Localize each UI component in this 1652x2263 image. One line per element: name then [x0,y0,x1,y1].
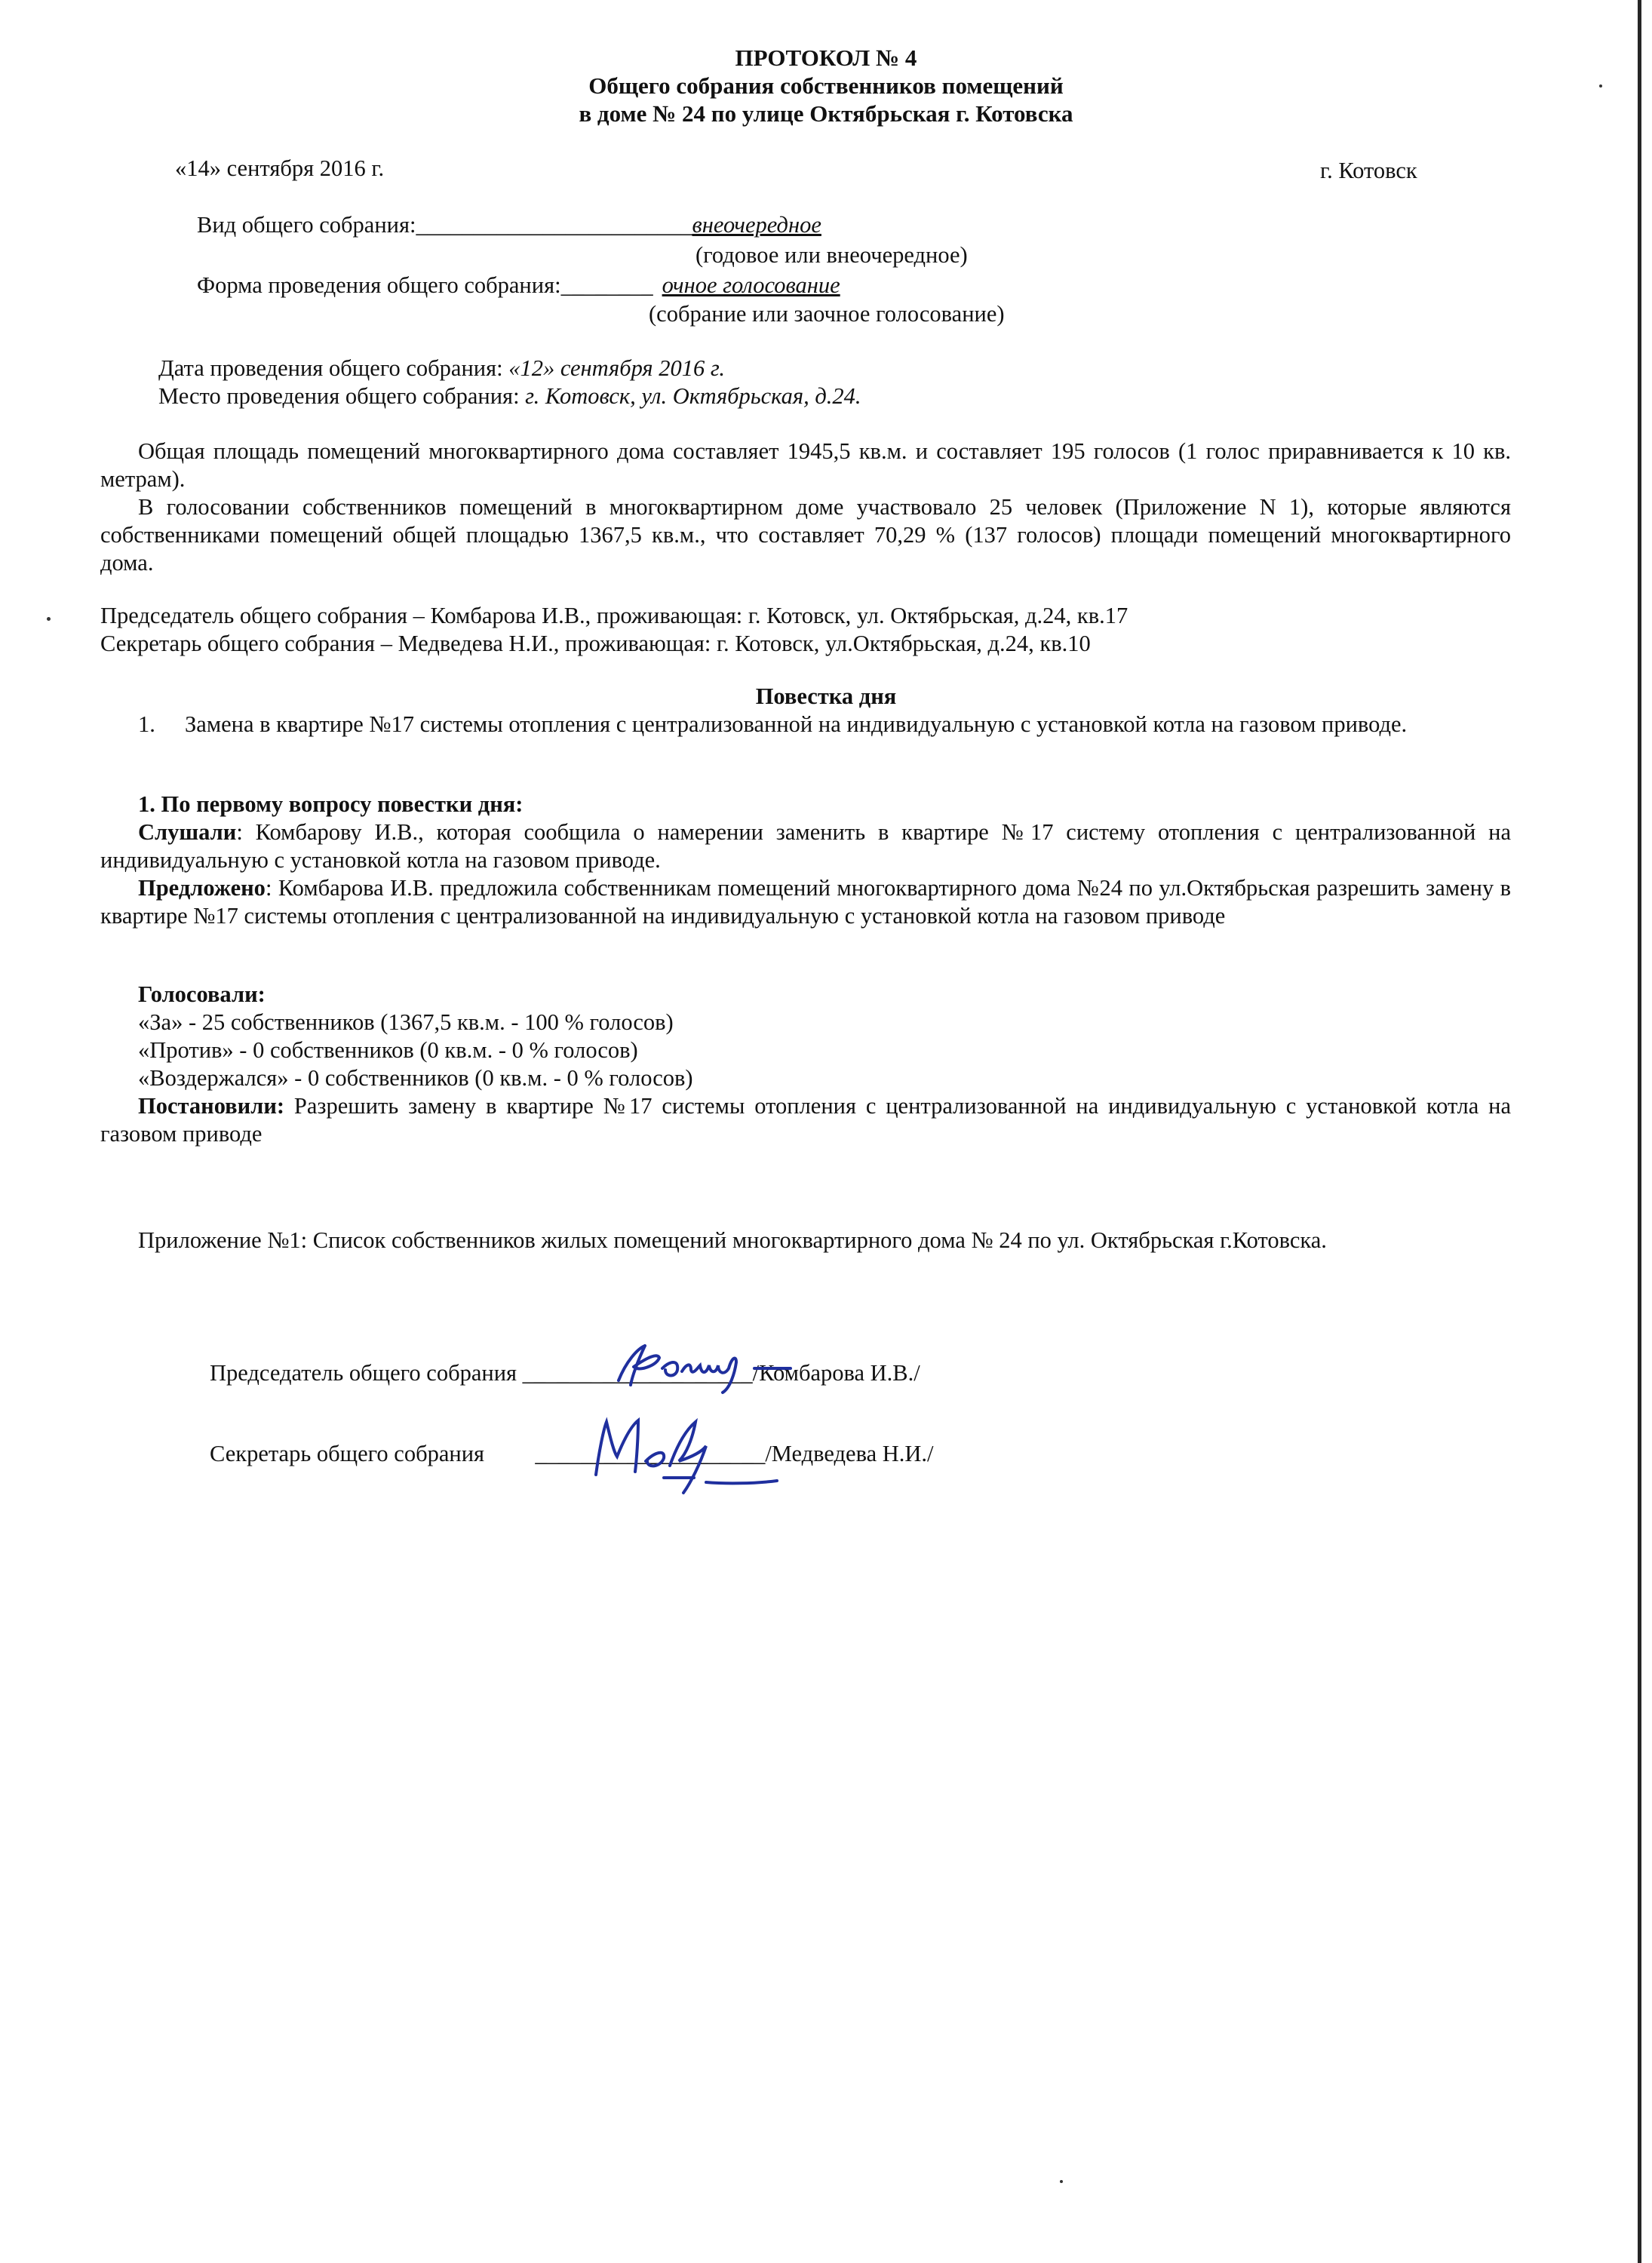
meeting-form-field [197,272,840,299]
agenda-item-number: 1. [138,711,155,737]
vote-for: «За» - 25 собственников (1367,5 кв.м. - 100 % голосов) [138,1009,674,1035]
secretary-signature-blank: ____________________ [535,1441,766,1466]
decided-text: Разрешить замену в квартире №17 системы отопления с централизованной на индивидуальную с установкой котла на газовом приводе [100,1093,1511,1147]
page-subtitle-1: Общего собрания собственников помещений [588,72,1064,99]
chairman-line: Председатель общего собрания – Комбарова И.В., проживающая: г. Котовск, ул. Октябрьская, д.24, кв.17 [100,603,1128,628]
meeting-form-blank: ________ [560,272,653,298]
scan-speck [1060,2180,1063,2183]
secretary-signature-icon [573,1399,815,1497]
secretary-signature-label: Секретарь общего собрания [210,1441,485,1466]
meeting-place-field [158,382,861,410]
proposed-paragraph [100,874,1511,930]
question1-heading: 1. По первому вопросу повестки дня: [138,791,524,817]
chairman-signature-label: Председатель общего собрания [210,1360,517,1386]
heard-paragraph [100,818,1511,874]
agenda-heading: Повестка дня [755,683,897,709]
area-paragraph: Общая площадь помещений многоквартирного дома составляет 1945,5 кв.м. и составляет 195 голосов (1 голос приравнивается к 10 кв. метрам). [100,438,1511,492]
meeting-date-value: «12» сентября 2016 г. [508,355,725,381]
chairman-signature-blank: ____________________ [522,1360,753,1386]
meeting-date-label: Дата проведения общего собрания: [158,355,503,381]
scan-speck [1599,84,1602,88]
appendix-paragraph: Приложение №1: Список собственников жилых помещений многоквартирного дома № 24 по ул. Октябрьская г.Котовска. [138,1227,1327,1253]
meeting-form-hint: (собрание или заочное голосование) [649,301,1005,327]
proposed-text: : Комбарова И.В. предложила собственникам помещений многоквартирного дома №24 по ул.Октябрьская разрешить замену в квартире №17 системы отопления с централизованной на индивидуальную с установкой котла на газовом приводе [100,875,1511,929]
meeting-place-label: Место проведения общего собрания: [158,383,520,409]
heard-label: Слушали [138,819,237,845]
decided-label: Постановили: [138,1093,285,1119]
heard-text: : Комбарову И.В., которая сообщила о намерении заменить в квартире №17 систему отопления с централизованной на индивидуальную с установкой котла на газовом приводе. [100,819,1511,873]
meeting-type-field [197,211,821,239]
protocol-date: «14» сентября 2016 г. [175,155,385,181]
scan-speck [47,617,51,621]
vote-abstain: «Воздержался» - 0 собственников (0 кв.м. - 0 % голосов) [138,1065,693,1091]
page-subtitle-2: в доме № 24 по улице Октябрьская г. Котовска [579,100,1073,127]
vote-against: «Против» - 0 собственников (0 кв.м. - 0 % голосов) [138,1037,638,1063]
chairman-signature-icon [603,1335,830,1396]
participation-paragraph: В голосовании собственников помещений в многоквартирном доме участвовало 25 человек (Приложение N 1), которые являются собственниками помещений общей площадью 1367,5 кв.м., что составляет 70,29 % (137 голосов) площади помещений многоквартирного дома. [100,494,1511,576]
meeting-type-blank: ________________________ [416,212,692,238]
meeting-type-label: Вид общего собрания: [197,212,416,238]
meeting-type-hint: (годовое или внеочередное) [695,242,968,268]
chairman-signature-name: /Комбарова И.В./ [752,1360,920,1386]
decided-paragraph [100,1092,1511,1148]
scan-edge-line [1638,0,1641,2263]
meeting-place-value: г. Котовск, ул. Октябрьская, д.24. [525,383,861,409]
protocol-city: г. Котовск [1320,158,1417,183]
proposed-label: Предложено [138,875,266,901]
meeting-type-value: внеочередное [692,212,821,238]
voted-label: Голосовали: [138,981,266,1007]
meeting-form-label: Форма проведения общего собрания: [197,272,561,298]
secretary-signature-name: /Медведева Н.И./ [765,1441,934,1466]
secretary-signature-line [210,1440,934,1468]
meeting-date-field [158,355,725,382]
meeting-form-value: очное голосование [662,272,840,298]
secretary-line: Секретарь общего собрания – Медведева Н.И., проживающая: г. Котовск, ул.Октябрьская, д.24, кв.10 [100,631,1091,656]
agenda-item-text: Замена в квартире №17 системы отопления с централизованной на индивидуальную с установкой котла на газовом приводе. [185,711,1408,737]
page-title: ПРОТОКОЛ № 4 [735,45,917,71]
